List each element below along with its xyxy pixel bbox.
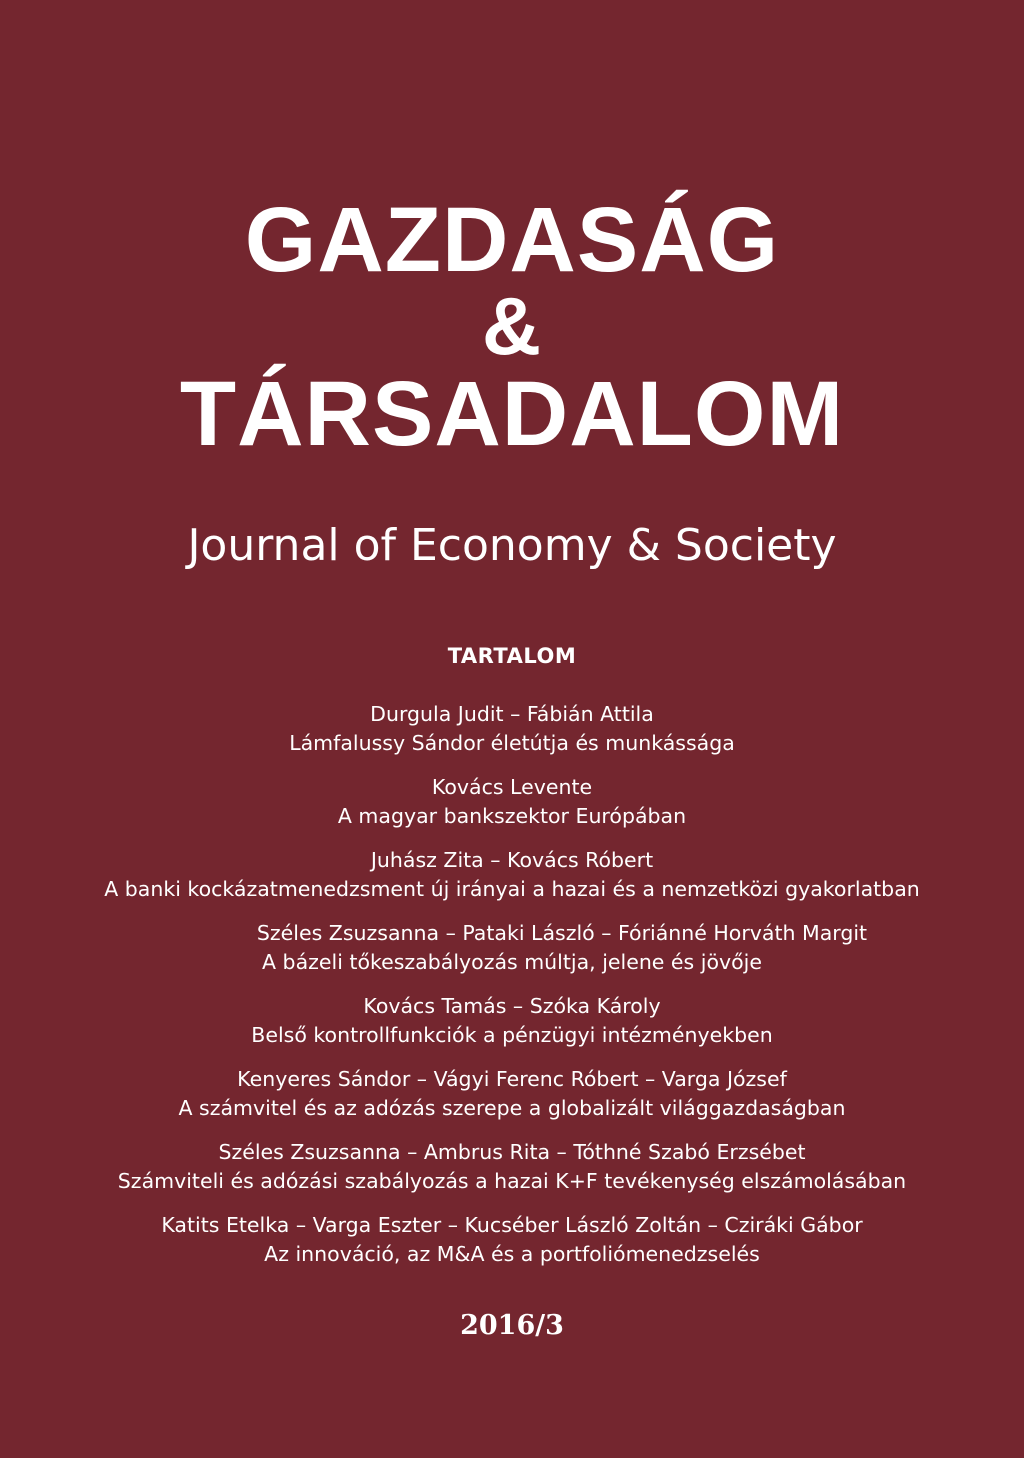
article-authors: Juhász Zita – Kovács Róbert (370, 848, 654, 872)
article-title: A számvitel és az adózás szerepe a globalizált világgazdaságban (178, 1096, 846, 1120)
article-entry (0, 1138, 1024, 1196)
article-title: A banki kockázatmenedzsment új irányai a hazai és a nemzetközi gyakorlatban (104, 877, 920, 901)
issue-number: 2016/3 (460, 1310, 564, 1341)
article-authors: Kovács Tamás – Szóka Károly (363, 994, 661, 1018)
article-title: Az innováció, az M&A és a portfoliómenedzselés (264, 1242, 760, 1266)
article-title: Belső kontrollfunkciók a pénzügyi intézményekben (251, 1023, 773, 1047)
article-title: Lámfalussy Sándor életútja és munkássága (289, 731, 735, 755)
journal-title (0, 189, 1024, 465)
article-authors: Kovács Levente (431, 775, 593, 799)
title-line-gazdasag: GAZDASÁG (244, 189, 780, 291)
article-title: A bázeli tőkeszabályozás múltja, jelene és jövője (262, 950, 762, 974)
table-of-contents (0, 700, 1024, 1284)
article-entry (0, 846, 1024, 904)
article-entry (0, 773, 1024, 831)
article-title: Számviteli és adózási szabályozás a hazai K+F tevékenység elszámolásában (117, 1169, 907, 1193)
article-title: A magyar bankszektor Európában (337, 804, 687, 828)
title-ampersand: & (481, 281, 543, 372)
article-entry (0, 700, 1024, 758)
article-authors: Durgula Judit – Fábián Attila (370, 702, 654, 726)
article-entry (0, 1211, 1024, 1269)
article-entry (0, 1065, 1024, 1123)
contents-heading: TARTALOM (447, 644, 577, 668)
article-entry (0, 919, 1024, 977)
article-authors: Széles Zsuzsanna – Pataki László – Fóriánné Horváth Margit (256, 921, 868, 945)
article-authors: Kenyeres Sándor – Vágyi Ferenc Róbert – Varga József (237, 1067, 787, 1091)
article-entry (0, 992, 1024, 1050)
title-line-tarsadalom: TÁRSADALOM (179, 363, 845, 465)
article-authors: Katits Etelka – Varga Eszter – Kucséber László Zoltán – Cziráki Gábor (161, 1213, 863, 1237)
journal-subtitle: Journal of Economy & Society (187, 520, 837, 571)
article-authors: Széles Zsuzsanna – Ambrus Rita – Tóthné Szabó Erzsébet (218, 1140, 806, 1164)
